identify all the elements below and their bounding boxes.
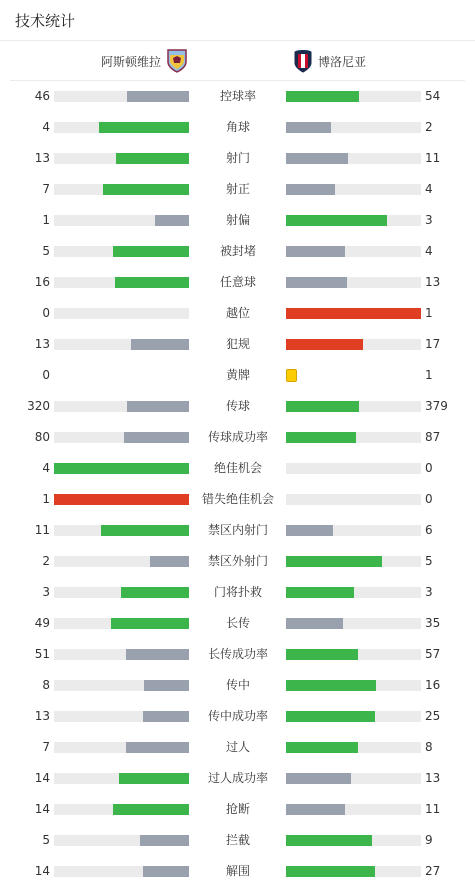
away-bar-fill [286, 556, 382, 567]
home-value: 49 [34, 616, 50, 630]
away-bar-track [286, 525, 421, 536]
home-bar-fill [54, 494, 189, 505]
home-bar-track [54, 91, 189, 102]
away-value: 11 [425, 802, 441, 816]
home-bar-fill [111, 618, 189, 629]
home-value: 5 [42, 833, 50, 847]
stat-row [0, 391, 475, 422]
stat-label: 门将扑救 [213, 585, 262, 599]
stat-row [0, 608, 475, 639]
stat-row [0, 81, 475, 112]
stat-label: 传球成功率 [207, 430, 268, 444]
away-bar-track [286, 742, 421, 753]
away-value: 11 [425, 151, 441, 165]
home-value: 46 [34, 89, 50, 103]
home-value: 13 [34, 709, 50, 723]
away-bar-fill [286, 153, 348, 164]
stat-row [0, 360, 475, 391]
home-bar-track [54, 401, 189, 412]
home-value: 7 [42, 182, 50, 196]
stat-label: 绝佳机会 [213, 461, 262, 475]
yellow-card-icon [286, 369, 297, 382]
home-value: 11 [34, 523, 50, 537]
stat-label: 射偏 [225, 213, 250, 227]
stat-row [0, 422, 475, 453]
away-bar-track [286, 308, 421, 319]
home-bar-fill [155, 215, 189, 226]
stat-row [0, 205, 475, 236]
stat-row [0, 515, 475, 546]
home-bar-track [54, 587, 189, 598]
stat-row [0, 484, 475, 515]
stat-label: 长传成功率 [207, 647, 268, 661]
away-value: 6 [425, 523, 433, 537]
stat-label: 长传 [225, 616, 250, 630]
away-value: 1 [425, 306, 433, 320]
home-team-name: 阿斯顿维拉 [100, 54, 161, 69]
away-value: 13 [425, 275, 441, 289]
away-value: 9 [425, 833, 433, 847]
away-bar-track [286, 773, 421, 784]
home-value: 1 [42, 213, 50, 227]
stat-label: 射正 [225, 182, 250, 196]
home-bar-track [54, 773, 189, 784]
home-bar-track [54, 525, 189, 536]
stat-row [0, 794, 475, 825]
away-bar-track [286, 711, 421, 722]
away-value: 25 [425, 709, 441, 723]
home-bar-fill [101, 525, 189, 536]
away-bar-fill [286, 277, 347, 288]
away-value: 0 [425, 461, 433, 475]
away-team-name: 博洛尼亚 [318, 54, 367, 69]
away-bar-track [286, 680, 421, 691]
away-value: 3 [425, 585, 433, 599]
home-bar-fill [140, 835, 189, 846]
away-bar-track [286, 649, 421, 660]
home-value: 51 [34, 647, 50, 661]
page-title: 技术统计 [15, 12, 76, 30]
home-value: 5 [42, 244, 50, 258]
stat-label: 禁区外射门 [207, 554, 268, 568]
home-team[interactable] [101, 48, 187, 74]
home-value: 4 [42, 120, 50, 134]
home-bar-fill [113, 804, 189, 815]
home-bar-track [54, 153, 189, 164]
stat-row [0, 267, 475, 298]
away-value: 4 [425, 182, 433, 196]
away-value: 0 [425, 492, 433, 506]
home-bar-track [54, 370, 189, 381]
away-bar-track [286, 122, 421, 133]
home-bar-fill [126, 649, 189, 660]
away-bar-track [286, 184, 421, 195]
away-bar-fill [286, 804, 345, 815]
bologna-crest-icon [294, 49, 312, 73]
away-bar-fill [286, 680, 376, 691]
away-value: 1 [425, 368, 433, 382]
stat-label: 传中 [225, 678, 250, 692]
away-value: 8 [425, 740, 433, 754]
away-bar-track [286, 835, 421, 846]
away-bar-track [286, 463, 421, 474]
home-bar-fill [143, 711, 189, 722]
away-bar-fill [286, 339, 363, 350]
stats-list [0, 81, 475, 887]
stat-row [0, 453, 475, 484]
home-bar-fill [150, 556, 189, 567]
home-bar-track [54, 649, 189, 660]
home-bar-fill [143, 866, 189, 877]
stat-row [0, 701, 475, 732]
teams-bar [10, 41, 465, 81]
home-bar-track [54, 742, 189, 753]
stat-label: 禁区内射门 [207, 523, 268, 537]
away-bar-fill [286, 401, 359, 412]
home-bar-track [54, 680, 189, 691]
stat-label: 控球率 [219, 89, 256, 103]
home-bar-track [54, 494, 189, 505]
away-bar-fill [286, 618, 343, 629]
away-bar-track [286, 215, 421, 226]
away-value: 379 [425, 399, 448, 413]
home-bar-track [54, 432, 189, 443]
away-bar-fill [286, 122, 331, 133]
home-bar-track [54, 122, 189, 133]
away-bar-track [286, 556, 421, 567]
home-bar-fill [116, 153, 189, 164]
away-value: 87 [425, 430, 441, 444]
stat-label: 过人成功率 [207, 771, 268, 785]
away-bar-fill [286, 835, 372, 846]
home-bar-fill [124, 432, 189, 443]
stat-row [0, 670, 475, 701]
away-value: 3 [425, 213, 433, 227]
stat-label: 抢断 [225, 802, 250, 816]
stat-row [0, 577, 475, 608]
away-bar-track [286, 618, 421, 629]
home-bar-fill [127, 91, 189, 102]
stat-label: 传中成功率 [207, 709, 268, 723]
home-bar-track [54, 184, 189, 195]
away-bar-track [286, 339, 421, 350]
away-value: 57 [425, 647, 441, 661]
away-bar-track [286, 246, 421, 257]
away-bar-fill [286, 742, 358, 753]
home-bar-track [54, 246, 189, 257]
home-bar-track [54, 866, 189, 877]
stat-label: 过人 [225, 740, 250, 754]
away-value: 17 [425, 337, 441, 351]
away-bar-fill [286, 525, 333, 536]
home-bar-fill [127, 401, 189, 412]
home-value: 14 [34, 864, 50, 878]
home-bar-fill [131, 339, 189, 350]
home-bar-fill [99, 122, 189, 133]
stat-label: 犯规 [225, 337, 250, 351]
away-value: 5 [425, 554, 433, 568]
home-bar-fill [115, 277, 189, 288]
home-value: 7 [42, 740, 50, 754]
away-bar-track [286, 401, 421, 412]
away-bar-fill [286, 587, 354, 598]
away-value: 27 [425, 864, 441, 878]
home-bar-track [54, 711, 189, 722]
home-value: 14 [34, 802, 50, 816]
aston-villa-crest-icon [167, 49, 187, 73]
away-bar-track [286, 91, 421, 102]
stat-row [0, 732, 475, 763]
home-value: 4 [42, 461, 50, 475]
away-bar-track [286, 494, 421, 505]
stat-label: 越位 [225, 306, 250, 320]
home-value: 0 [42, 306, 50, 320]
away-value: 54 [425, 89, 441, 103]
home-bar-fill [119, 773, 189, 784]
home-value: 320 [27, 399, 50, 413]
away-bar-fill [286, 711, 375, 722]
stat-row [0, 639, 475, 670]
stat-row [0, 112, 475, 143]
stat-row [0, 236, 475, 267]
away-bar-fill [286, 246, 345, 257]
home-bar-fill [54, 463, 189, 474]
stat-row [0, 329, 475, 360]
away-bar-track [286, 370, 421, 381]
away-bar-fill [286, 91, 359, 102]
home-value: 2 [42, 554, 50, 568]
away-bar-track [286, 277, 421, 288]
away-bar-fill [286, 432, 356, 443]
stat-row [0, 174, 475, 205]
stat-row [0, 546, 475, 577]
stat-label: 任意球 [219, 275, 256, 289]
page-header [0, 0, 475, 41]
away-bar-track [286, 587, 421, 598]
away-value: 13 [425, 771, 441, 785]
home-value: 13 [34, 151, 50, 165]
home-value: 8 [42, 678, 50, 692]
away-bar-track [286, 432, 421, 443]
away-bar-track [286, 866, 421, 877]
home-value: 16 [34, 275, 50, 289]
home-value: 3 [42, 585, 50, 599]
home-bar-track [54, 277, 189, 288]
away-bar-fill [286, 649, 358, 660]
away-bar-track [286, 804, 421, 815]
stat-row [0, 856, 475, 887]
stat-label: 拦截 [225, 833, 250, 847]
away-bar-fill [286, 866, 375, 877]
away-value: 4 [425, 244, 433, 258]
home-bar-track [54, 804, 189, 815]
home-bar-track [54, 463, 189, 474]
home-bar-fill [144, 680, 189, 691]
stat-row [0, 298, 475, 329]
home-bar-track [54, 835, 189, 846]
home-bar-track [54, 556, 189, 567]
away-bar-fill [286, 308, 421, 319]
home-value: 14 [34, 771, 50, 785]
home-bar-fill [126, 742, 189, 753]
away-value: 2 [425, 120, 433, 134]
home-value: 80 [34, 430, 50, 444]
stat-row [0, 825, 475, 856]
stat-label: 传球 [225, 399, 250, 413]
away-value: 35 [425, 616, 441, 630]
home-bar-fill [103, 184, 189, 195]
stat-row [0, 763, 475, 794]
home-value: 0 [42, 368, 50, 382]
away-bar-fill [286, 215, 387, 226]
away-bar-track [286, 153, 421, 164]
away-value: 16 [425, 678, 441, 692]
home-bar-track [54, 339, 189, 350]
home-value: 1 [42, 492, 50, 506]
stat-label: 被封堵 [219, 244, 256, 258]
home-bar-track [54, 308, 189, 319]
away-bar-fill [286, 773, 351, 784]
home-bar-fill [121, 587, 189, 598]
away-bar-fill [286, 184, 335, 195]
home-bar-track [54, 215, 189, 226]
home-bar-track [54, 618, 189, 629]
home-bar-fill [113, 246, 189, 257]
stat-label: 解围 [225, 864, 250, 878]
stat-label: 射门 [225, 151, 250, 165]
home-value: 13 [34, 337, 50, 351]
stat-label: 错失绝佳机会 [201, 492, 274, 506]
away-team[interactable] [294, 48, 366, 74]
stat-label: 黄牌 [225, 368, 250, 382]
stat-row [0, 143, 475, 174]
stat-label: 角球 [225, 120, 250, 134]
